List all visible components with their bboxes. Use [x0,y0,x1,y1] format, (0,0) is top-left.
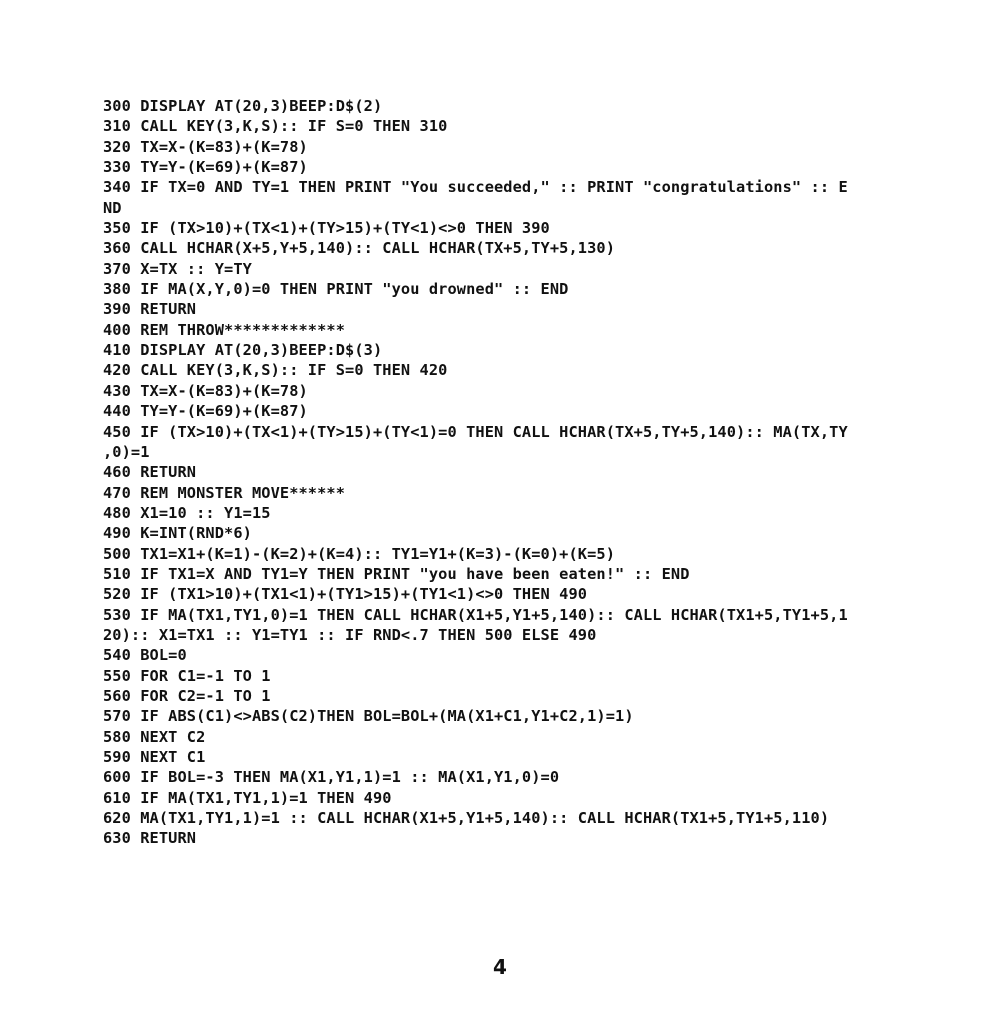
code-listing [103,96,923,849]
code-line: 490 K=INT(RND*6) [103,524,252,543]
code-line: 630 RETURN [103,829,197,848]
code-line: 320 TX=X-(K=83)+(K=78) [103,137,308,156]
code-line: 450 IF (TX>10)+(TX<1)+(TY>15)+(TY<1)=0 THEN CALL HCHAR(TX+5,TY+5,140):: MA(TX,TY [103,422,848,441]
code-line: 440 TY=Y-(K=69)+(K=87) [103,402,308,421]
code-line: 580 NEXT C2 [103,727,206,746]
code-line: 510 IF TX1=X AND TY1=Y THEN PRINT "you have been eaten!" :: END [103,564,690,583]
code-line: 400 REM THROW************* [103,320,346,339]
code-line: 460 RETURN [103,463,197,482]
code-line: 570 IF ABS(C1)<>ABS(C2)THEN BOL=BOL+(MA(X1+C1,Y1+C2,1)=1) [103,707,634,726]
code-line: 20):: X1=TX1 :: Y1=TY1 :: IF RND<.7 THEN 500 ELSE 490 [103,625,597,644]
code-line: 420 CALL KEY(3,K,S):: IF S=0 THEN 420 [103,361,448,380]
code-line: ,0)=1 [103,442,150,461]
code-line: 500 TX1=X1+(K=1)-(K=2)+(K=4):: TY1=Y1+(K=3)-(K=0)+(K=5) [103,544,616,563]
code-line: 330 TY=Y-(K=69)+(K=87) [103,158,308,177]
code-line: ND [103,198,122,217]
code-line: 410 DISPLAY AT(20,3)BEEP:D$(3) [103,341,383,360]
code-line: 470 REM MONSTER MOVE****** [103,483,346,502]
code-line: 620 MA(TX1,TY1,1)=1 :: CALL HCHAR(X1+5,Y1+5,140):: CALL HCHAR(TX1+5,TY1+5,110) [103,809,830,828]
code-line: 370 X=TX :: Y=TY [103,259,252,278]
code-line: 520 IF (TX1>10)+(TX1<1)+(TY1>15)+(TY1<1)<>0 THEN 490 [103,585,588,604]
code-line: 480 X1=10 :: Y1=15 [103,503,271,522]
code-line: 430 TX=X-(K=83)+(K=78) [103,381,308,400]
code-line: 610 IF MA(TX1,TY1,1)=1 THEN 490 [103,788,392,807]
code-line: 310 CALL KEY(3,K,S):: IF S=0 THEN 310 [103,117,448,136]
code-line: 390 RETURN [103,300,197,319]
code-line: 300 DISPLAY AT(20,3)BEEP:D$(2) [103,97,383,115]
page-number: 4 [493,955,507,979]
code-line: 380 IF MA(X,Y,0)=0 THEN PRINT "you drowned" :: END [103,280,569,299]
code-line: 350 IF (TX>10)+(TX<1)+(TY>15)+(TY<1)<>0 THEN 390 [103,219,550,238]
code-line: 360 CALL HCHAR(X+5,Y+5,140):: CALL HCHAR(TX+5,TY+5,130) [103,239,616,258]
code-line: 560 FOR C2=-1 TO 1 [103,686,271,705]
code-line: 550 FOR C1=-1 TO 1 [103,666,271,685]
code-line: 340 IF TX=0 AND TY=1 THEN PRINT "You succeeded," :: PRINT "congratulations" :: E [103,178,848,197]
code-line: 600 IF BOL=-3 THEN MA(X1,Y1,1)=1 :: MA(X1,Y1,0)=0 [103,768,560,787]
code-line: 530 IF MA(TX1,TY1,0)=1 THEN CALL HCHAR(X1+5,Y1+5,140):: CALL HCHAR(TX1+5,TY1+5,1 [103,605,848,624]
code-line: 540 BOL=0 [103,646,187,665]
code-line: 590 NEXT C1 [103,748,206,766]
